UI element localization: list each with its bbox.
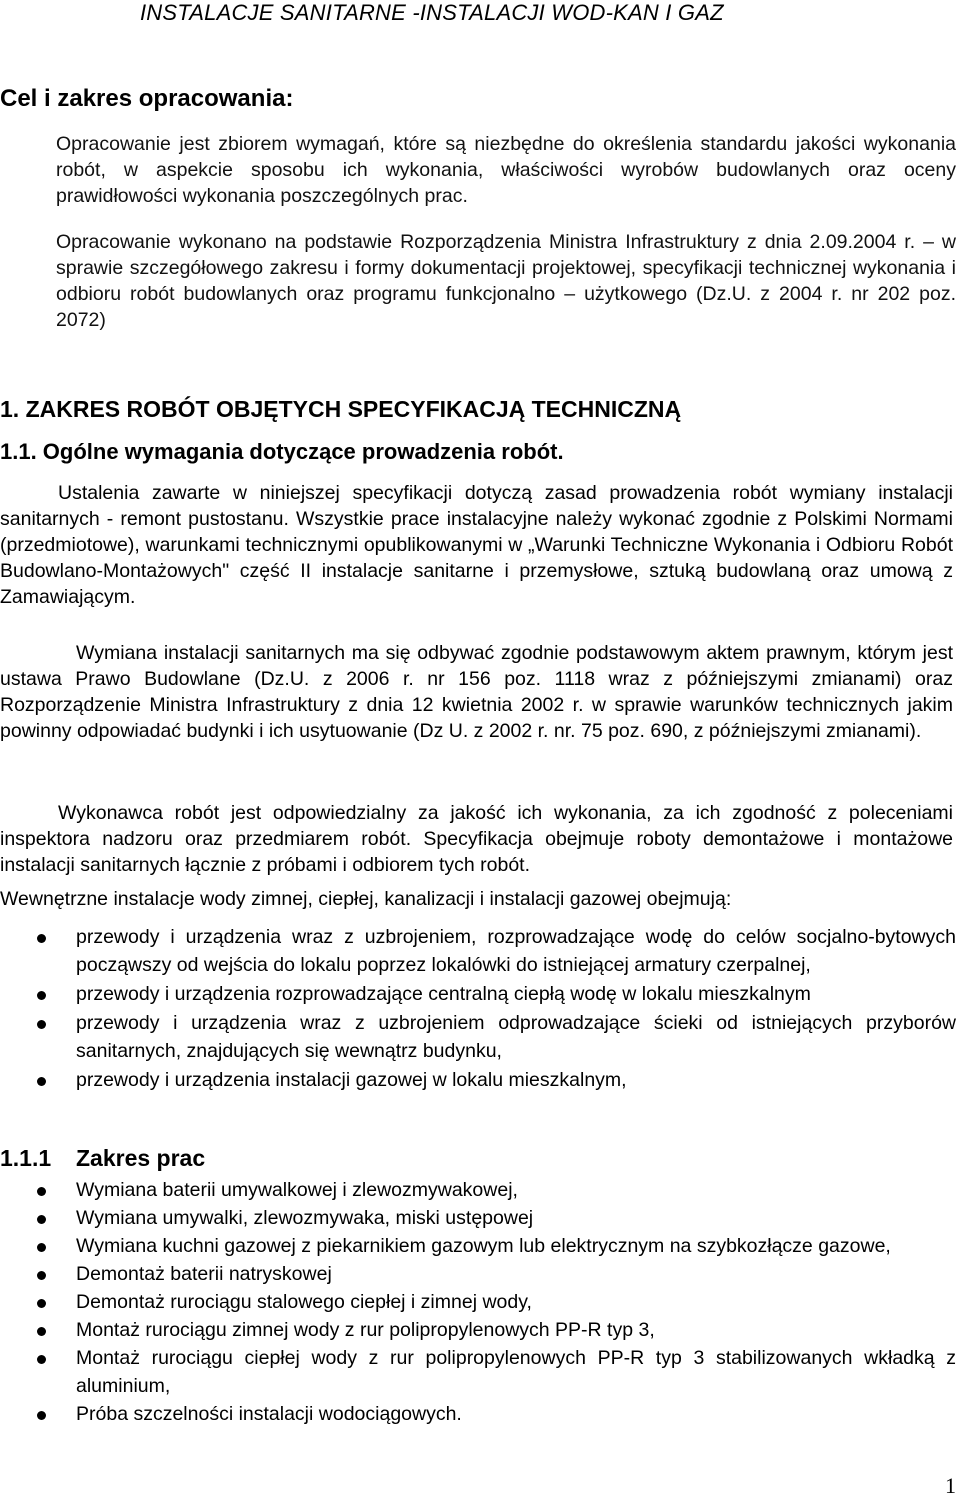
list-item [0, 1232, 956, 1260]
bullet-icon [37, 1215, 46, 1224]
list-item-text: Montaż rurociągu ciepłej wody z rur polipropylenowych PP-R typ 3 stabilizowanych wkładką z aluminium, [76, 1347, 956, 1397]
list-item [0, 1176, 956, 1204]
document-title: INSTALACJE SANITARNE -INSTALACJI WOD-KAN I GAZ [140, 0, 724, 25]
bullet-icon [37, 1299, 46, 1308]
list-item [0, 1260, 956, 1288]
bullet-icon [37, 991, 46, 1000]
list-item [0, 1204, 956, 1232]
bullet-icon [37, 1271, 46, 1280]
bullet-icon [37, 934, 46, 943]
section-1-heading: 1. ZAKRES ROBÓT OBJĘTYCH SPECYFIKACJĄ TECHNICZNĄ [0, 396, 682, 422]
installations-list [0, 923, 956, 1095]
bullet-icon [37, 1020, 46, 1029]
body-paragraph-2-text: Wymiana instalacji sanitarnych ma się odbywać zgodnie podstawowym aktem prawnym, którym jest ustawa Prawo Budowlane (Dz.U. z 2006 r. nr 156 poz. 1118 wraz z późniejszymi zmianami) oraz Rozporządzenie Ministra Infrastruktury z dnia 12 kwietnia 2002 r. w sprawie warunków technicznych jakim powinny odpowiadać budynki i ich usytuowanie (Dz U. z 2002 r. nr. 75 poz. 690, z późniejszymi zmianami). [0, 642, 953, 742]
list-item-text: Demontaż rurociągu stalowego ciepłej i zimnej wody, [76, 1291, 532, 1313]
list-item-text: Wymiana baterii umywalkowej i zlewozmywakowej, [76, 1179, 518, 1201]
bullet-icon [37, 1411, 46, 1420]
body-paragraph-2 [0, 640, 953, 744]
body-paragraph-4: Wewnętrzne instalacje wody zimnej, ciepłej, kanalizacji i instalacji gazowej obejmują: [0, 888, 732, 910]
list-item [0, 1316, 956, 1344]
body-paragraph-1 [0, 480, 953, 610]
works-list [0, 1176, 956, 1428]
list-item-text: Wymiana umywalki, zlewozmywaka, miski ustępowej [76, 1207, 534, 1229]
section-number: 1.1.1 [0, 1145, 52, 1171]
list-item-text: przewody i urządzenia wraz z uzbrojeniem odprowadzające ścieki od istniejących przyborów sanitarnych, znajdujących się wewnątrz budynku, [76, 1012, 956, 1062]
list-item [0, 923, 956, 979]
list-item-text: Wymiana kuchni gazowej z piekarnikiem gazowym lub elektrycznym na szybkozłącze gazowe, [76, 1235, 891, 1257]
bullet-icon [37, 1243, 46, 1252]
list-item [0, 1066, 956, 1094]
list-item-text: Demontaż baterii natryskowej [76, 1263, 332, 1285]
list-item [0, 1009, 956, 1065]
body-paragraph-1-text: Ustalenia zawarte w niniejszej specyfikacji dotyczą zasad prowadzenia robót wymiany instalacji sanitarnych - remont pustostanu. Wszystkie prace instalacyjne należy wykonać zgodnie z Polskimi Normami (przedmiotowe), warunkami technicznymi opublikowanymi w „Warunki Techniczne Wykonania i Odbioru Robót Budowlano-Montażowych" część II instalacje sanitarne i przemysłowe, sztuką budowlaną oraz umową z Zamawiającym. [0, 482, 953, 608]
list-item [0, 1344, 956, 1400]
list-item [0, 980, 956, 1008]
intro-paragraph-1: Opracowanie jest zbiorem wymagań, które są niezbędne do określenia standardu jakości wykonania robót, w aspekcie sposobu ich wykonania, właściwości wyrobów budowlanych oraz oceny prawidłowości wykonania poszczególnych prac. [56, 133, 956, 207]
bullet-icon [37, 1355, 46, 1364]
intro-paragraph-2: Opracowanie wykonano na podstawie Rozporządzenia Ministra Infrastruktury z dnia 2.09.2004 r. – w sprawie szczegółowego zakresu i formy dokumentacji projektowej, specyfikacji technicznej wykonania i odbioru robót budowlanych oraz programu funkcjonalno – użytkowego (Dz.U. z 2004 r. nr 202 poz. 2072) [56, 231, 956, 331]
section-1-1-heading: 1.1. Ogólne wymagania dotyczące prowadzenia robót. [0, 439, 564, 464]
list-item-text: przewody i urządzenia instalacji gazowej w lokalu mieszkalnym, [76, 1069, 627, 1091]
bullet-icon [37, 1077, 46, 1086]
section-1-1-1-heading [0, 1145, 205, 1172]
list-item-text: przewody i urządzenia wraz z uzbrojeniem, rozprowadzające wodę do celów socjalno-bytowych począwszy od wejścia do lokalu poprzez lokalówki do istniejącej armatury czerpalnej, [76, 926, 956, 976]
section-title: Zakres prac [76, 1145, 206, 1171]
list-item-text: Próba szczelności instalacji wodociągowych. [76, 1403, 462, 1425]
page-number: 1 [945, 1473, 956, 1498]
scope-heading: Cel i zakres opracowania: [0, 85, 294, 112]
body-paragraph-3 [0, 800, 953, 878]
list-item [0, 1400, 956, 1428]
bullet-icon [37, 1327, 46, 1336]
list-item [0, 1288, 956, 1316]
list-item-text: przewody i urządzenia rozprowadzające centralną ciepłą wodę w lokalu mieszkalnym [76, 983, 811, 1005]
list-item-text: Montaż rurociągu zimnej wody z rur polipropylenowych PP-R typ 3, [76, 1319, 655, 1341]
bullet-icon [37, 1187, 46, 1196]
body-paragraph-3-text: Wykonawca robót jest odpowiedzialny za jakość ich wykonania, za ich zgodność z poleceniami inspektora nadzoru oraz przedmiarem robót. Specyfikacja obejmuje roboty demontażowe i montażowe instalacji sanitarnych łącznie z próbami i odbiorem tych robót. [0, 802, 953, 876]
